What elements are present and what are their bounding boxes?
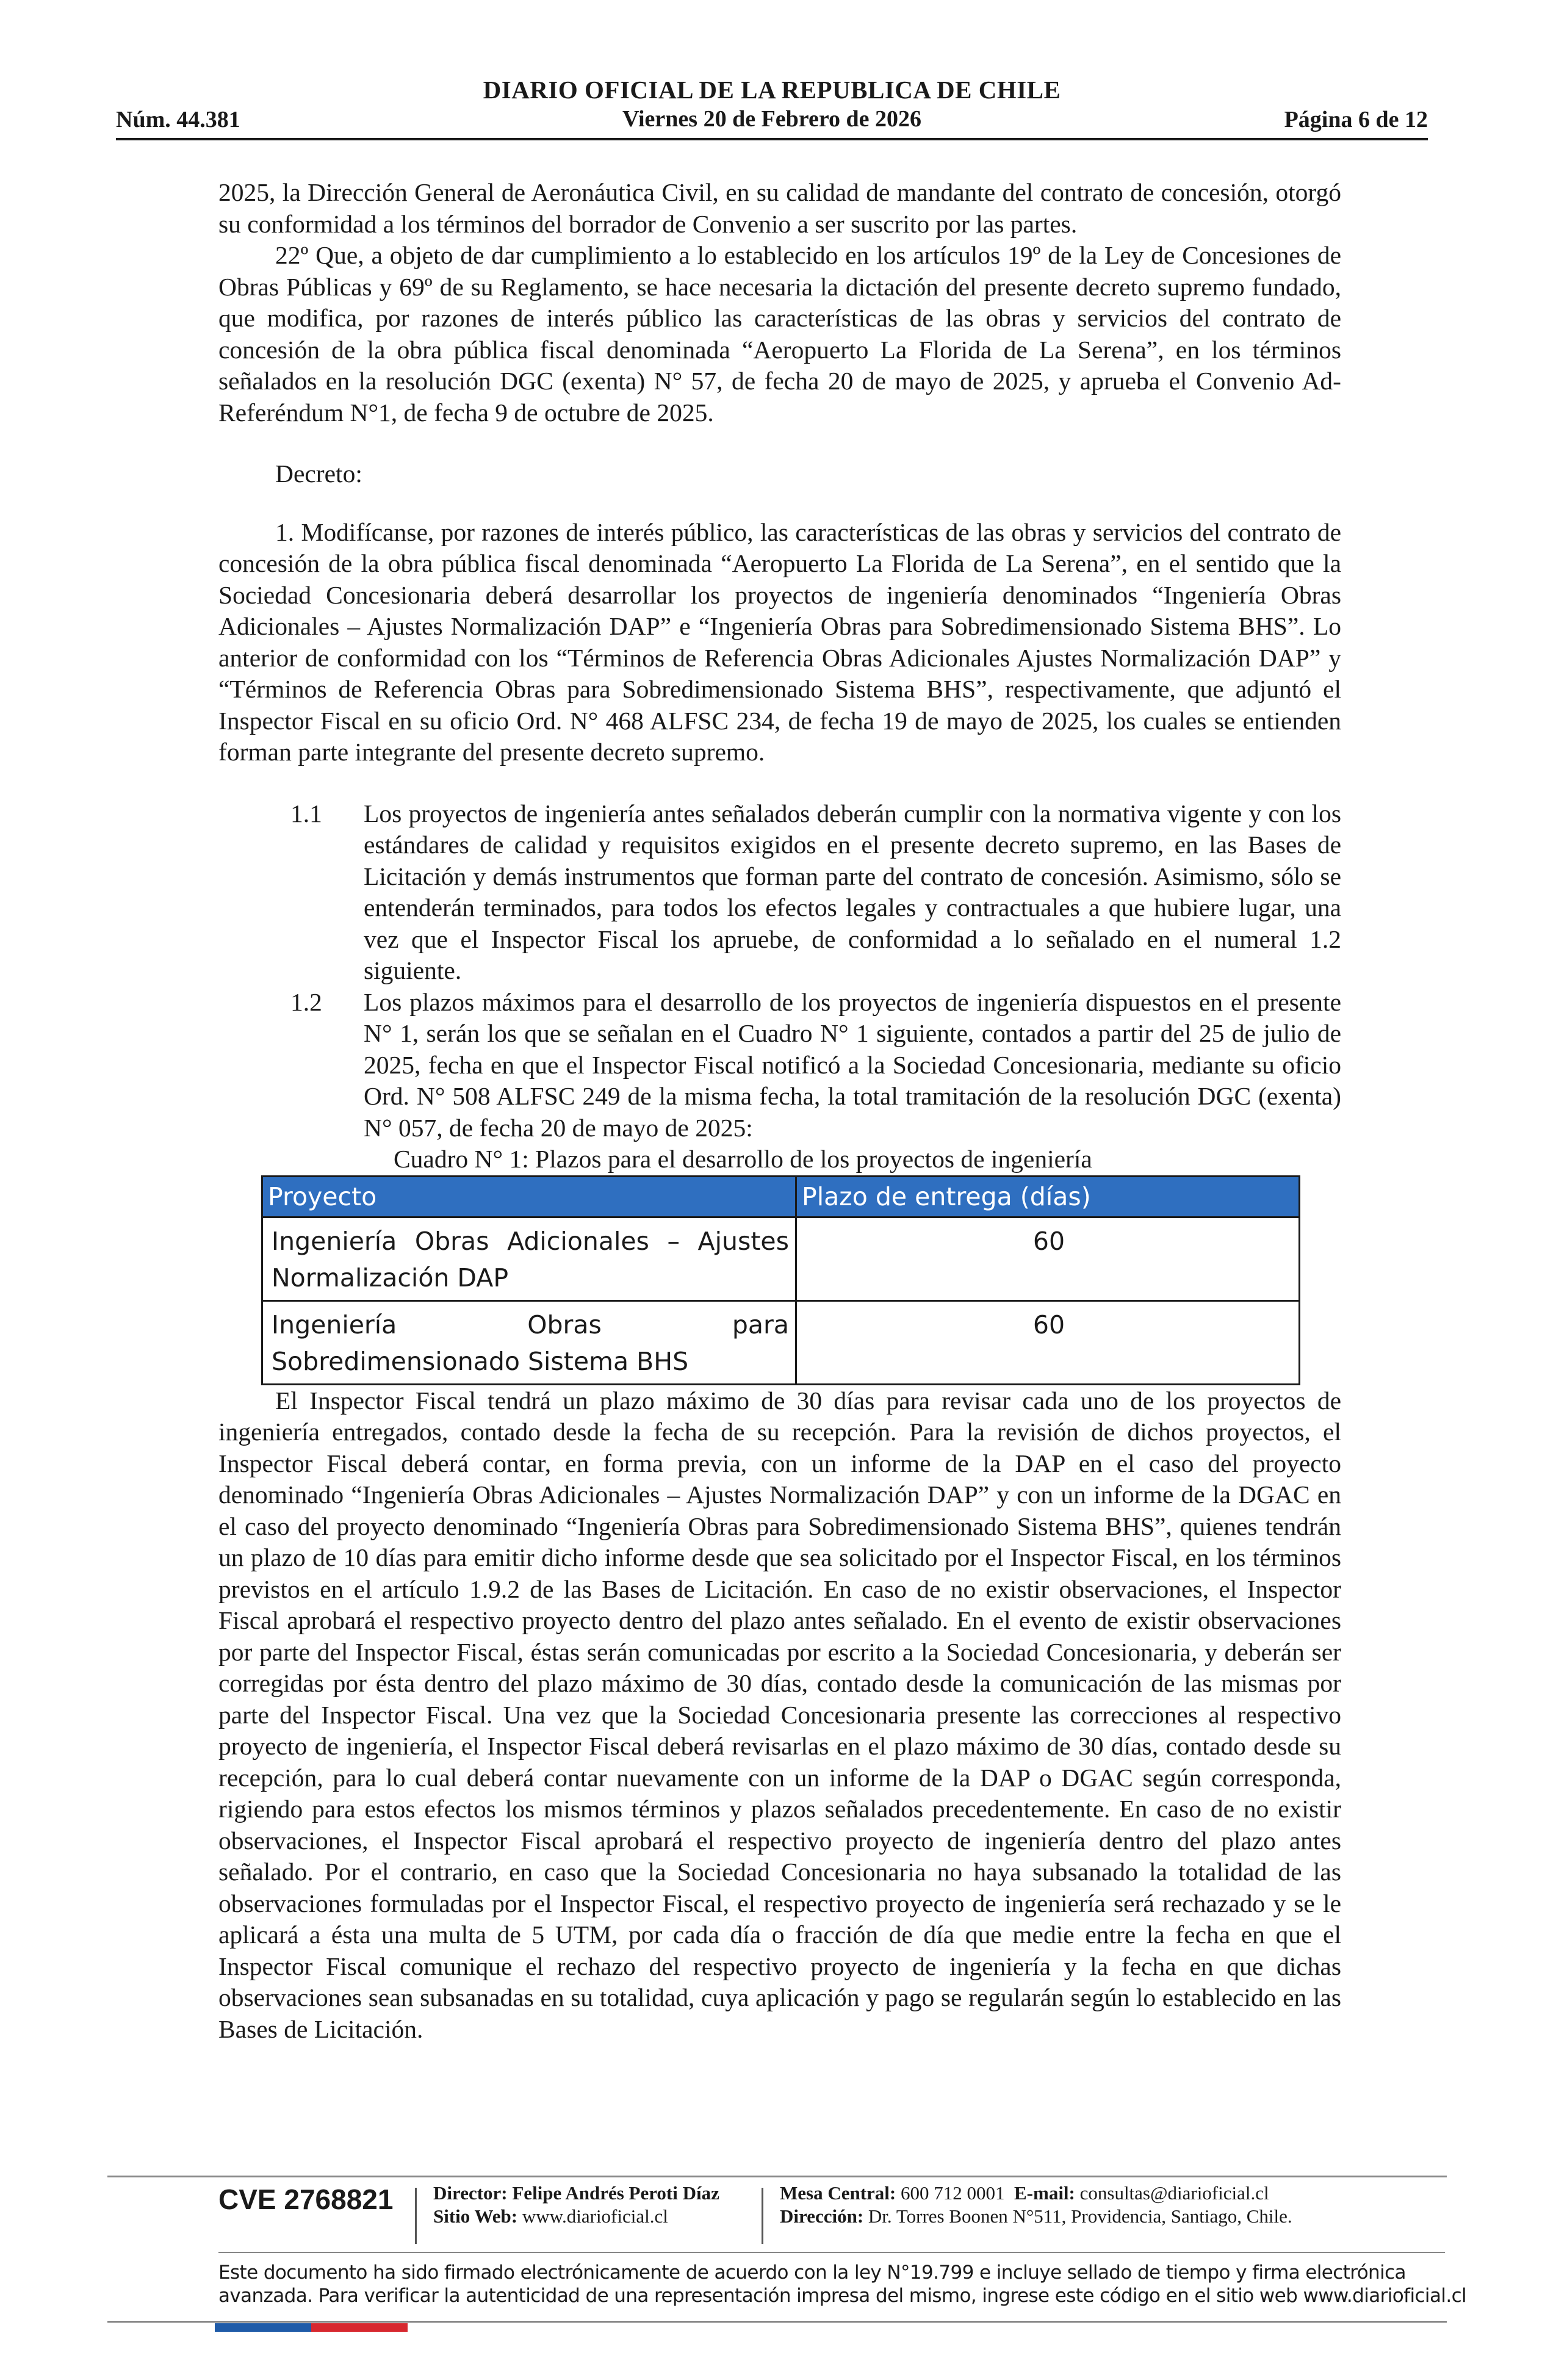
issue-number: Núm. 44.381 xyxy=(116,107,240,132)
decreto-heading: Decreto: xyxy=(275,460,362,488)
table-caption: Cuadro N° 1: Plazos para el desarrollo de los proyectos de ingeniería xyxy=(394,1145,1092,1173)
page-header xyxy=(116,72,1428,140)
director-label: Director: xyxy=(433,2182,508,2204)
website-label: Sitio Web: xyxy=(433,2205,518,2227)
digital-signature-notice: Este documento ha sido firmado electrónicamente de acuerdo con la ley N°19.799 e incluye sellado de tiempo y firma electrónica avanzada. Para verificar la autenticidad de una representación impresa del mismo, ingrese este código en el sitio web www.diarioficial.cl xyxy=(218,2262,1467,2307)
paragraph-article-1: 1. Modifícanse, por razones de interés público, las características de las obras y servicios del contrato de concesión de la obra pública fiscal denominada “Aeropuerto La Florida de La Serena”, en el sentido que la Sociedad Concesionaria deberá desarrollar los proyectos de ingeniería denominados “Ingeniería Obras Adicionales – Ajustes Normalización DAP” e “Ingeniería Obras para Sobredimensionado Sistema BHS”. Lo anterior de conformidad con los “Términos de Referencia Obras Adicionales Ajustes Normalización DAP” y “Términos de Referencia Obras para Sobredimensionado Sistema BHS”, respectivamente, que adjuntó el Inspector Fiscal en su oficio Ord. N° 468 ALFSC 234, de fecha 19 de mayo de 2025, los cuales se entienden forman parte integrante del presente decreto supremo. xyxy=(218,517,1341,766)
email-link[interactable]: consultas@diarioficial.cl xyxy=(1079,2182,1269,2204)
website-link[interactable]: www.diarioficial.cl xyxy=(522,2205,668,2227)
footer-mid-rule xyxy=(218,2252,1445,2253)
table-row xyxy=(262,1217,1300,1300)
address-value: Dr. Torres Boonen N°511, Providencia, Santiago, Chile. xyxy=(868,2205,1292,2227)
column-header-deadline: Plazo de entrega (días) xyxy=(796,1176,1300,1217)
footer-bottom-rule xyxy=(107,2321,1447,2323)
deadline-cell: 60 xyxy=(796,1217,1300,1300)
footer-bar-blue xyxy=(215,2323,311,2332)
publication-title: DIARIO OFICIAL DE LA REPUBLICA DE CHILE xyxy=(483,76,1061,104)
numeral-1-1 xyxy=(218,798,1341,987)
header-rule xyxy=(116,138,1428,140)
numeral-text: Los plazos máximos para el desarrollo de los proyectos de ingeniería dispuestos en el presente N° 1, serán los que se señalan en el Cuadro N° 1 siguiente, contados a partir del 25 de julio de 2025, fecha en que el Inspector Fiscal notificó a la Sociedad Concesionaria, mediante su oficio Ord. N° 508 ALFSC 249 de la misma fecha, la total tramitación de la resolución DGC (exenta) N° 057, de fecha 20 de mayo de 2025: xyxy=(364,987,1341,1142)
phone-label: Mesa Central: xyxy=(780,2182,896,2204)
cve-code: CVE 2768821 xyxy=(218,2183,394,2215)
footer-bar-red xyxy=(311,2323,408,2332)
phone-value: 600 712 0001 xyxy=(901,2182,1005,2204)
project-cell: Ingeniería Obras Adicionales – Ajustes Normalización DAP xyxy=(262,1217,796,1300)
director-name: Felipe Andrés Peroti Díaz xyxy=(512,2182,719,2204)
paragraph-22: 22º Que, a objeto de dar cumplimiento a lo establecido en los artículos 19º de la Ley de Concesiones de Obras Públicas y 69º de su Reglamento, se hace necesaria la dictación del presente decreto supremo fundado, que modifica, por razones de interés público las características de las obras y servicios del contrato de concesión de la obra pública fiscal denominada “Aeropuerto La Florida de La Serena”, en los términos señalados en la resolución DGC (exenta) N° 57, de fecha 20 de mayo de 2025, y aprueba el Convenio Ad-Referéndum N°1, de fecha 9 de octubre de 2025. xyxy=(218,241,1341,427)
page-footer xyxy=(107,2157,1467,2365)
footer-separator xyxy=(762,2188,763,2244)
footer-contact-block xyxy=(780,2182,1292,2228)
page-number: Página 6 de 12 xyxy=(1284,107,1428,132)
email-label: E-mail: xyxy=(1014,2182,1075,2204)
table-row xyxy=(262,1300,1300,1384)
numeral-label: 1.2 xyxy=(290,987,322,1016)
publication-date: Viernes 20 de Febrero de 2026 xyxy=(622,106,922,132)
document-body xyxy=(218,177,1341,2045)
header-center xyxy=(116,74,1428,133)
deadline-cell: 60 xyxy=(796,1300,1300,1384)
address-label: Dirección: xyxy=(780,2205,864,2227)
table-header-row xyxy=(262,1176,1300,1217)
column-header-project: Proyecto xyxy=(262,1176,796,1217)
footer-director-block xyxy=(433,2182,719,2228)
project-cell: Ingeniería Obras para Sobredimensionado Sistema BHS xyxy=(262,1300,796,1384)
footer-top-rule xyxy=(107,2176,1447,2177)
footer-separator xyxy=(415,2188,417,2244)
numeral-1-2 xyxy=(218,987,1341,1144)
numeral-text: Los proyectos de ingeniería antes señalados deberán cumplir con la normativa vigente y con los estándares de calidad y requisitos exigidos en el presente decreto supremo, en las Bases de Licitación y demás instrumentos que forman parte del contrato de concesión. Asimismo, sólo se entenderán terminados, para todos los efectos legales y contractuales a que hubiere lugar, una vez que el Inspector Fiscal los apruebe, de conformidad a lo señalado en el numeral 1.2 siguiente. xyxy=(364,799,1341,984)
paragraph-intro: 2025, la Dirección General de Aeronáutica Civil, en su calidad de mandante del contrato de concesión, otorgó su conformidad a los términos del borrador de Convenio a ser suscrito por las partes. xyxy=(218,178,1341,238)
numeral-label: 1.1 xyxy=(290,799,322,828)
deadlines-table xyxy=(261,1175,1300,1385)
paragraph-inspector: El Inspector Fiscal tendrá un plazo máximo de 30 días para revisar cada uno de los proyectos de ingeniería entregados, contado desde la fecha de su recepción. Para la revisión de dichos proyectos, el Inspector Fiscal deberá contar, en forma previa, con un informe de la DAP en el caso del proyecto denominado “Ingeniería Obras Adicionales – Ajustes Normalización DAP” y con un informe de la DGAC en el caso del proyecto denominado “Ingeniería Obras para Sobredimensionado Sistema BHS”, quienes tendrán un plazo de 10 días para emitir dicho informe desde que sea solicitado por el Inspector Fiscal, en los términos previstos en el artículo 1.9.2 de las Bases de Licitación. En caso de no existir observaciones, el Inspector Fiscal aprobará el respectivo proyecto dentro del plazo antes señalado. En el evento de existir observaciones por parte del Inspector Fiscal, éstas serán comunicadas por escrito a la Sociedad Concesionaria, y deberán ser corregidas por ésta dentro del plazo máximo de 30 días, contado desde la comunicación de las mismas por parte del Inspector Fiscal. Una vez que la Sociedad Concesionaria presente las correcciones al respectivo proyecto de ingeniería, el Inspector Fiscal deberá revisarlas en el plazo máximo de 30 días, contado desde su recepción, para lo cual deberá contar nuevamente con un informe de la DAP o DGAC según corresponda, rigiendo para estos efectos los mismos términos y plazos señalados precedentemente. En caso de no existir observaciones, el Inspector Fiscal aprobará el respectivo proyecto de ingeniería dentro del plazo antes señalado. Por el contrario, en caso que la Sociedad Concesionaria no haya subsanado la totalidad de las observaciones formuladas por el Inspector Fiscal, el respectivo proyecto de ingeniería será rechazado y se le aplicará a ésta una multa de 5 UTM, por cada día o fracción de día que medie entre la fecha en que el Inspector Fiscal comunique el rechazo del respectivo proyecto de ingeniería y la fecha en que dichas observaciones sean subsanadas en su totalidad, cuya aplicación y pago se regularán según lo establecido en las Bases de Licitación. xyxy=(218,1386,1341,2043)
